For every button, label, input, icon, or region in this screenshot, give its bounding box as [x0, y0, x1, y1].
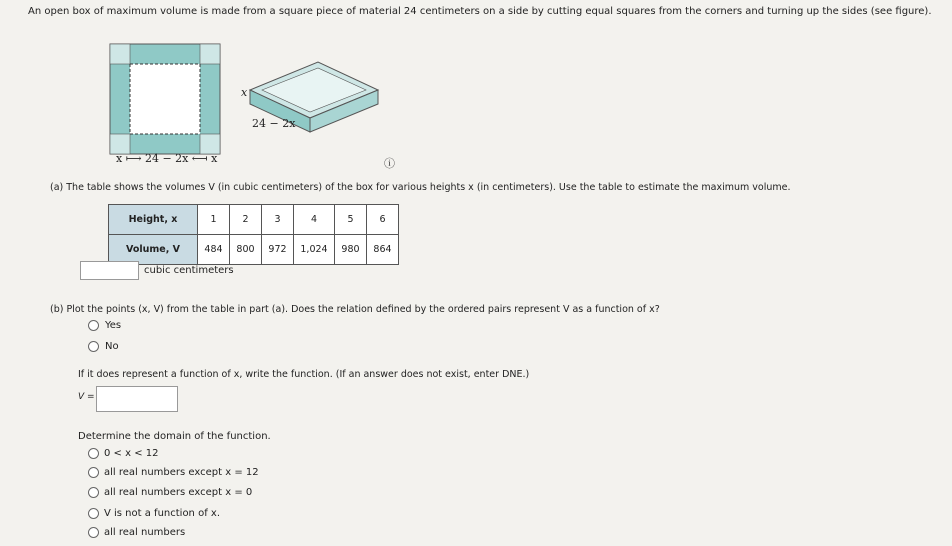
height-cell: 6	[367, 205, 399, 235]
volume-table	[108, 204, 399, 265]
flat-sheet-dimension-label: x ⟼ 24 − 2x ⟻ x	[116, 152, 218, 165]
domain-option-label[interactable]: all real numbers	[104, 527, 186, 538]
height-cell: 2	[230, 205, 262, 235]
volume-cell: 484	[198, 235, 230, 265]
domain-option-label[interactable]: all real numbers except x = 12	[104, 467, 259, 478]
table-row	[109, 235, 399, 265]
option-no-label[interactable]: No	[105, 341, 119, 352]
domain-option-radio[interactable]	[88, 508, 99, 519]
volume-cell: 800	[230, 235, 262, 265]
problem-intro: An open box of maximum volume is made from a square piece of material 24 centimeters on a side by cutting equal squares from the corners and turning up the sides (see figure).	[28, 6, 932, 17]
height-cell: 4	[294, 205, 335, 235]
domain-option-radio[interactable]	[88, 527, 99, 538]
domain-option-radio[interactable]	[88, 487, 99, 498]
function-prompt: If it does represent a function of x, write the function. (If an answer does not exist, enter DNE.)	[78, 369, 530, 380]
domain-prompt: Determine the domain of the function.	[78, 431, 271, 442]
part-a-prompt: (a) The table shows the volumes V (in cubic centimeters) of the box for various heights x (in centimeters). Use the table to estimate the maximum volume.	[50, 182, 791, 193]
flat-sheet-figure	[108, 42, 223, 157]
volume-cell: 1,024	[294, 235, 335, 265]
box-height-label: x	[241, 86, 248, 99]
row-header-height: Height, x	[109, 205, 198, 235]
v-equals-label: V =	[78, 392, 95, 402]
option-yes-label[interactable]: Yes	[105, 320, 122, 331]
info-icon[interactable]: ⓘ	[384, 157, 395, 170]
box-side-label: 24 − 2x	[252, 117, 296, 130]
volume-unit-label: cubic centimeters	[144, 265, 234, 276]
domain-option-radio[interactable]	[88, 448, 99, 459]
domain-option-label[interactable]: all real numbers except x = 0	[104, 487, 253, 498]
volume-cell: 972	[262, 235, 294, 265]
volume-cell: 980	[335, 235, 367, 265]
row-header-volume: Volume, V	[109, 235, 198, 265]
height-cell: 5	[335, 205, 367, 235]
max-volume-answer-input[interactable]	[80, 261, 139, 280]
function-answer-input[interactable]	[96, 386, 178, 412]
domain-option-label[interactable]: V is not a function of x.	[104, 508, 220, 519]
volume-cell: 864	[367, 235, 399, 265]
table-row	[109, 205, 399, 235]
part-b-prompt: (b) Plot the points (x, V) from the table in part (a). Does the relation defined by the ordered pairs represent V as a function of x?	[50, 304, 660, 315]
height-cell: 1	[198, 205, 230, 235]
domain-option-label[interactable]: 0 < x < 12	[104, 448, 159, 459]
height-cell: 3	[262, 205, 294, 235]
domain-option-radio[interactable]	[88, 467, 99, 478]
option-no-radio[interactable]	[88, 341, 99, 352]
option-yes-radio[interactable]	[88, 320, 99, 331]
